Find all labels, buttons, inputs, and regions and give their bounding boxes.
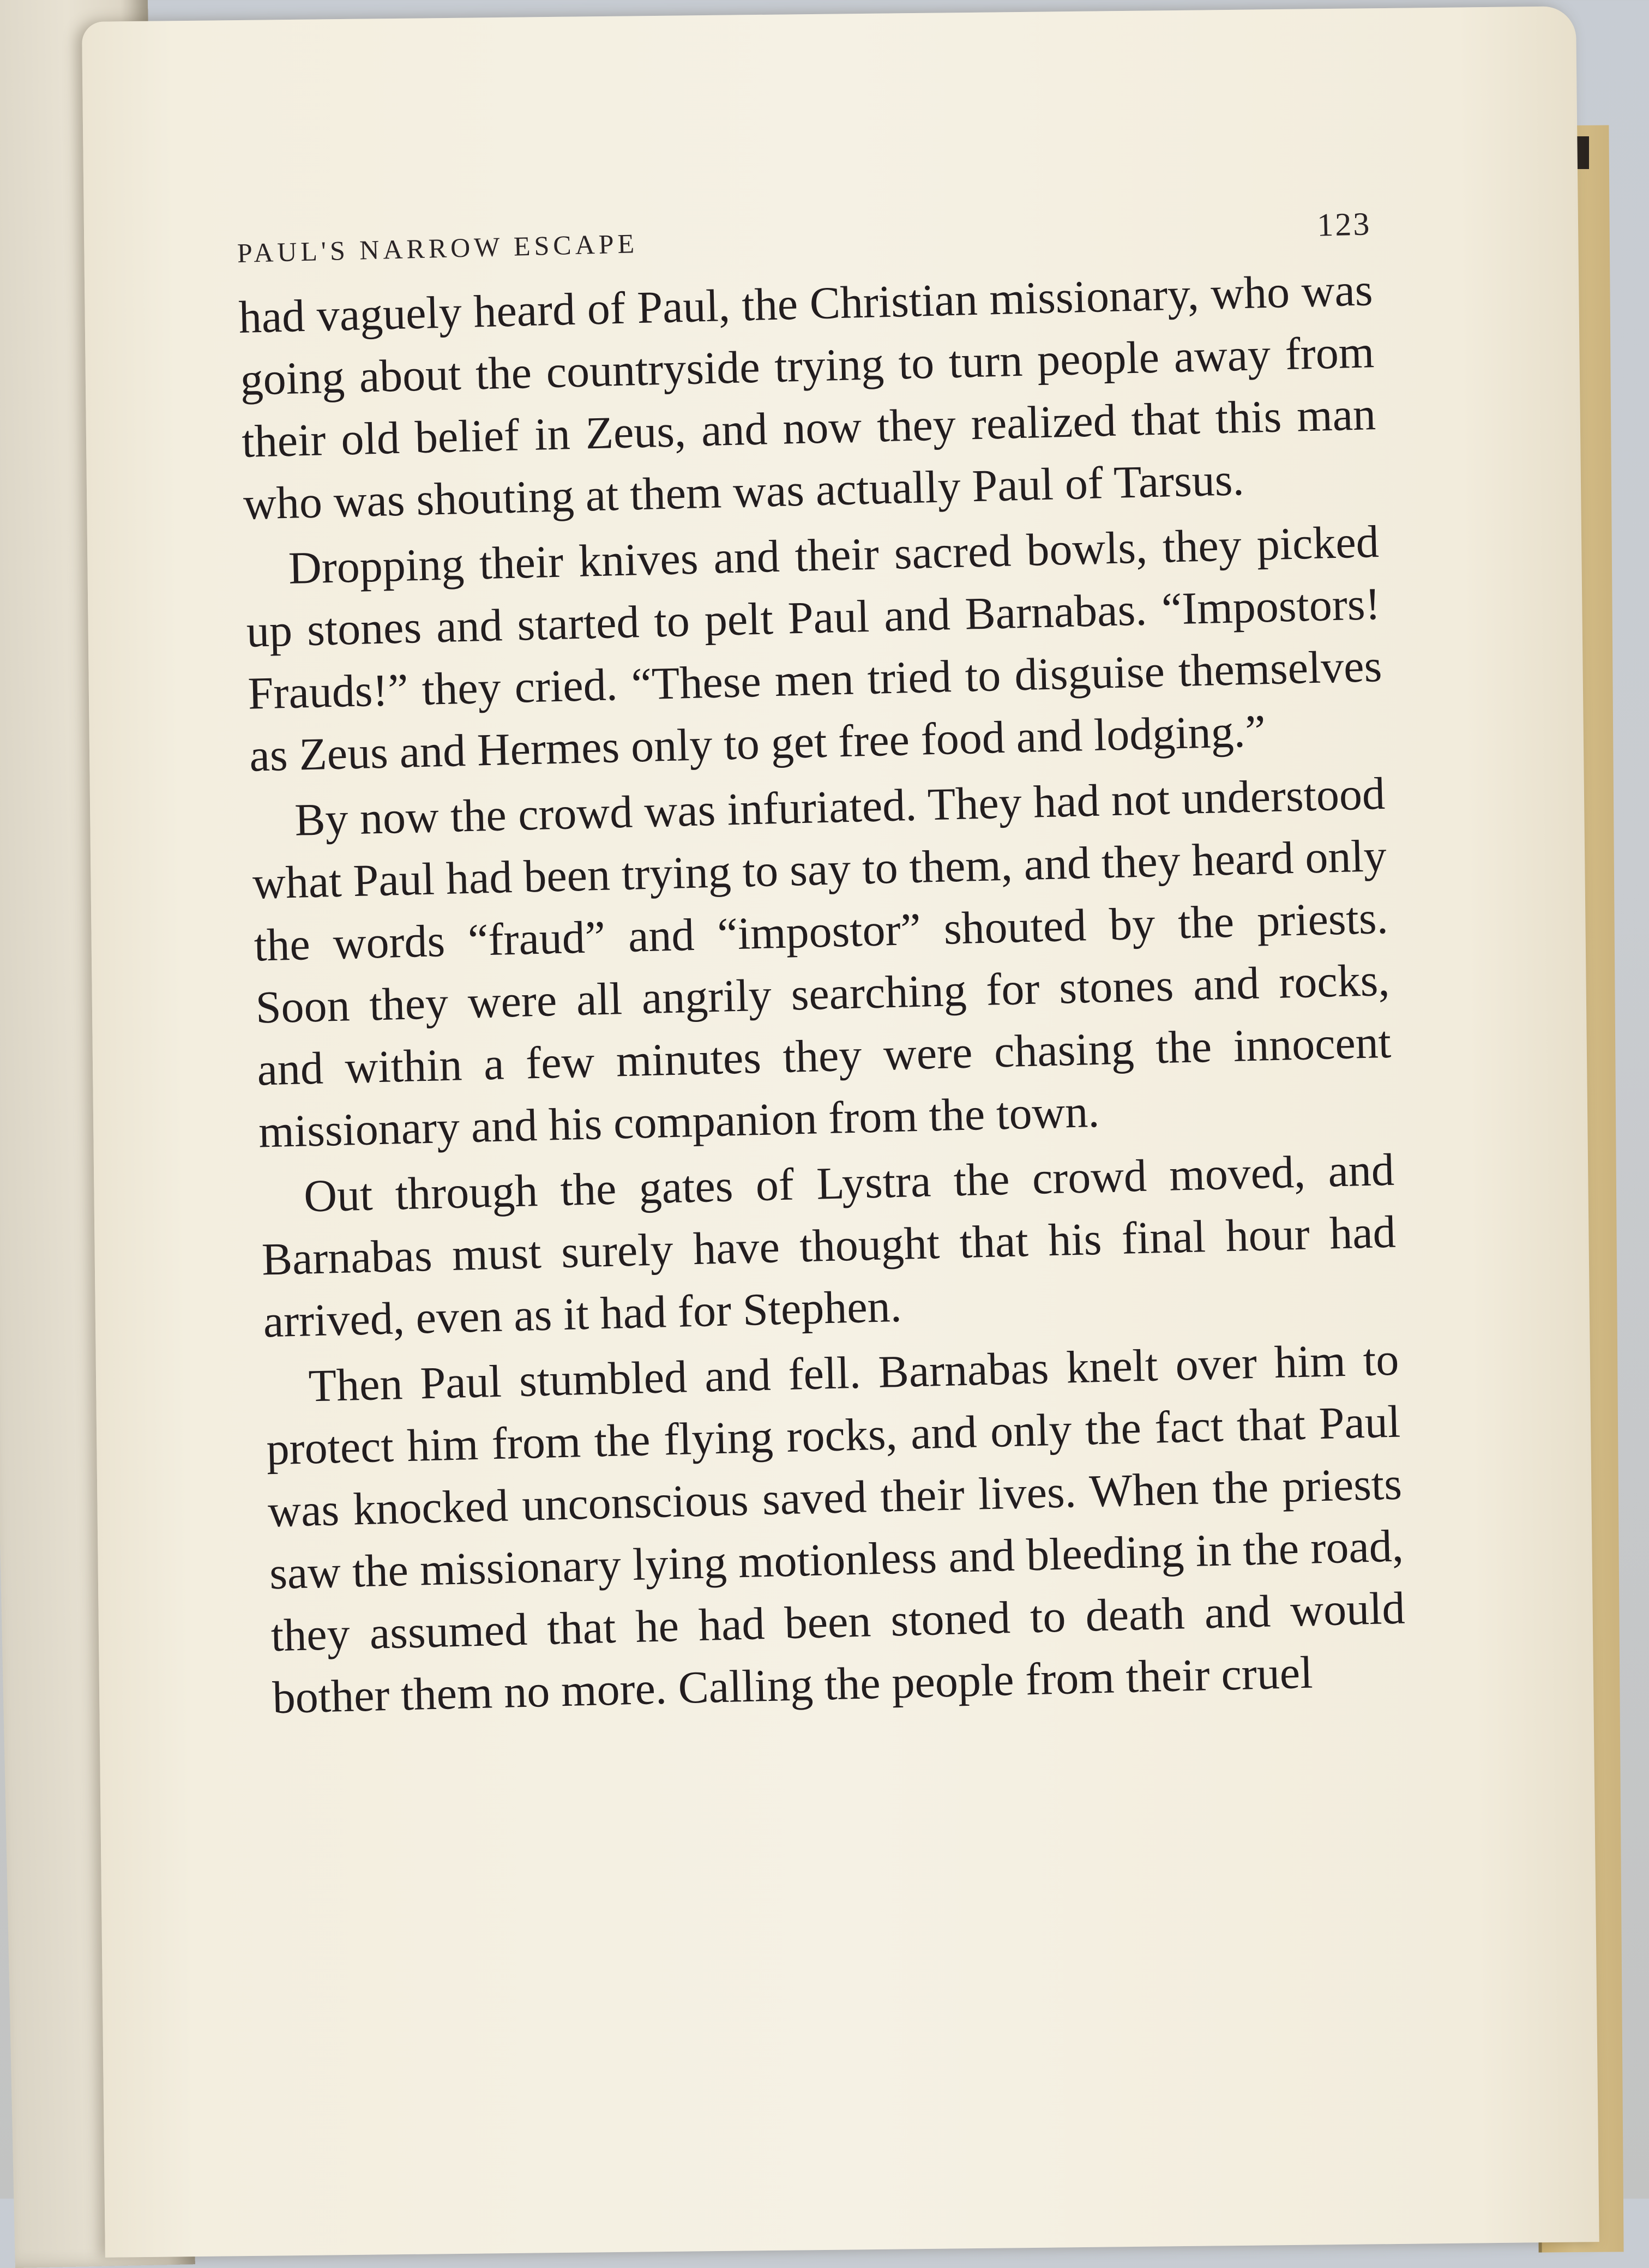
paragraph-5: Then Paul stumbled and fell. Barnabas knelt over him to protect him from the flying rocks, and only the fact that Paul was knocked unconscious saved their lives. When the priests saw the missionary lying motionless and bleeding in the road, they assumed that he had been stoned to death and would bother them no more. Calling the people from their cruel	[266, 1334, 1406, 1724]
chapter-title: PAUL'S NARROW ESCAPE	[237, 228, 639, 269]
page-number: 123	[1316, 206, 1372, 243]
body-text	[238, 259, 1407, 1729]
running-head	[237, 205, 1371, 270]
page-text-block	[237, 205, 1407, 1729]
paragraph-1: had vaguely heard of Paul, the Christian missionary, who was going about the countryside trying to turn people away from their old belief in Zeus, and now they realized that this man who was shouting at them was actually Paul of Tarsus.	[238, 264, 1376, 530]
book-page	[82, 6, 1599, 2257]
paragraph-2: Dropping their knives and their sacred bowls, they picked up stones and started to pelt Paul and Barnabas. “Impostors! Frauds!” they cried. “These men tried to disguise themselves as Zeus and Hermes only to get free food and lodging.”	[245, 516, 1383, 781]
paragraph-4: Out through the gates of Lystra the crowd moved, and Barnabas must surely have thought that his final hour had arrived, even as it had for Stephen.	[261, 1144, 1397, 1347]
paragraph-3: By now the crowd was infuriated. They had not understood what Paul had been trying to say to them, and they heard only the words “fraud” and “impostor” shouted by the priests. Soon they were all angrily searching for stones and rocks, and within a few minutes they were chasing the innocent missionary and his companion from the town.	[252, 768, 1392, 1158]
